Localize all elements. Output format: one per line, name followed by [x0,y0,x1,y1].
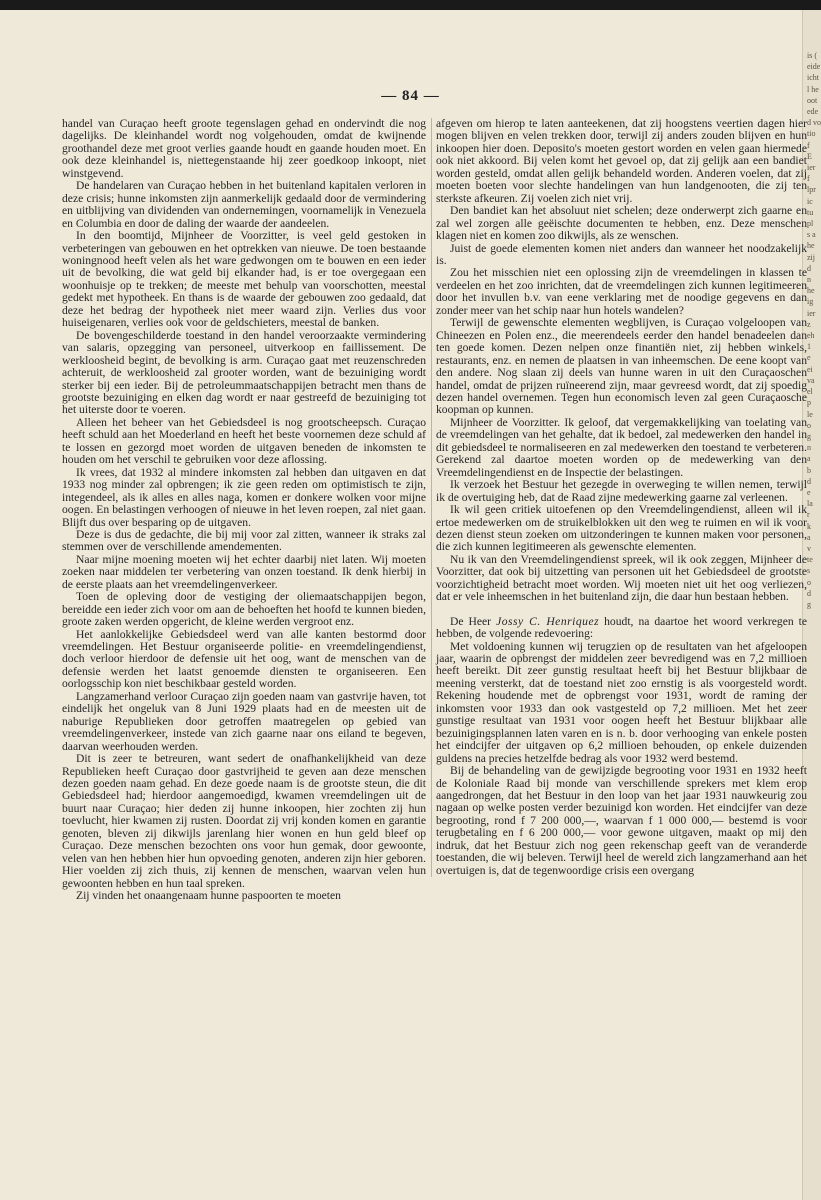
speaker-intro [436,616,807,641]
adjacent-page-fragment: e [807,353,811,363]
adjacent-page-fragment: k [807,521,811,531]
adjacent-page-fragment: p [807,398,811,408]
adjacent-page-fragment: f [807,174,810,184]
adjacent-page-fragment: o [807,577,811,587]
speaker-intro-suffix: houdt, na daartoe het woord verkregen te hebben, de volgende redevoering: [436,614,808,641]
speech-paragraphs [436,641,807,878]
page-number: — 84 — [381,88,440,104]
paragraph: Terwijl de gewenschte elementen wegblijven, is Curaçao volgeloopen van Chineezen en Polen enz., die meerendeels eerder den handel benadeelen dan ten goede komen. Dezen nelpen onze finantiën niet, zij hebben winkels, restaurants, enz. en nemen de plaatsen in van inheemschen. De eene koopt van den andere. Nog slaan zij deels van hunne waren in uit den Curaçaoschen handel, omdat de prijzen ruïneerend zijn, maar gevreesd wordt, dat zij spoedig dezen handel overnemen. Tegen hun economisch leven zal geen Curaçaosche koopman op kunnen. [436,316,807,417]
paragraph: Mijnheer de Voorzitter. Ik geloof, dat vergemakkelijking van toelating van de vreemdelingen van het gehalte, dat ik bedoel, zal medewerken den handel in dit gebiedsdeel te normaliseeren en zal medewerken den toestand te verbeteren. Gerekend zal daartoe moeten worden op de medewerking van den Vreemdelingendienst en de Inspectie der belastingen. [436,415,807,479]
adjacent-page-fragment: ig [807,297,814,307]
speaker-name: Jossy C. Henriquez [496,614,600,628]
adjacent-page-fragment: ier [807,308,816,318]
adjacent-page-fragment: l he [807,84,819,94]
adjacent-page-fragment: ic [807,196,813,206]
adjacent-page-fragment: E [807,151,812,161]
adjacent-page-fragment: is ( [807,51,817,60]
paragraph: Nu ik van den Vreemdelingendienst spreek, wil ik ook zeggen, Mijnheer de Voorzitter, dat ook bij uitzetting van personen uit het Gebiedsdeel de grootste voorzichtigheid betracht moet worden. Wij moeten niet uit het oog verliezen, dat er vele inheemschen in het buitenland zijn, die daar hun bestaan hebben. [436,552,807,604]
adjacent-page-fragment: el [807,387,813,397]
paragraph: Ik verzoek het Bestuur het gezegde in overweging te willen nemen, terwijl ik de overtuiging heb, dat de Raad zijne medewerking gaarne zal verleenen. [436,478,807,504]
paragraph: Toen de opleving door de vestiging der oliemaatschappijen begon, bereidde een ieder zich voor om aan de behoeften het hoofd te kunnen bieden, groote zaken werden opgericht, de kleine werden vergroot enz. [62,590,426,629]
adjacent-page-fragment: a [807,532,811,542]
paragraph: De bovengeschilderde toestand in den handel veroorzaakte vermindering van salaris, opzegging van personeel, uitverkoop en faillissement. De werkloosheid begint, de bevolking is arm. Curaçao gaat met reuzenschreden achteruit, de werkloosheid zal grooter worden, want de bezuiniging wordt sterker bij een ieder. Bij de petroleummaatschappijen betracht men thans de grootste bezuiniging en elken dag wordt er naar gestreefd de bezuiniging tot het uiterste door te voeren. [62,328,426,417]
adjacent-page-fragment: oot [807,95,818,105]
left-column [62,118,426,903]
paragraph: Alleen het beheer van het Gebiedsdeel is nog grootscheepsch. Curaçao heeft schuld aan het Moederland en heeft het beste voornemen deze schuld af te lossen en gezorgd moet worden de uitgaven beneden de inkomsten te houden om het verschil te gebruiken voor deze aflossing. [62,415,426,467]
adjacent-page-fragment: z [807,319,811,329]
adjacent-page-fragment: a [807,454,811,464]
adjacent-page-fragment: he [807,241,815,251]
adjacent-page-fragment: ede [807,107,819,117]
adjacent-page-fragment: eide [807,62,821,72]
adjacent-page-fragment: d [807,476,811,486]
paragraph: Zij vinden het onaangenaam hunne paspoorten te moeten [76,889,341,903]
adjacent-page-fragment: zij [807,252,815,262]
adjacent-page-fragment: d [807,588,811,598]
scanned-page [0,10,821,1200]
paragraph: afgeven om hierop te laten aanteekenen, dat zij hoogstens veertien dagen hier mogen blijven en velen trekken door, terwijl zij anders zouden blijven en hun inkoopen hier doen. Deposito's moeten gestort worden en velen gaan hiermede ook niet akkoord. Bij velen komt het gevoel op, dat zij gelijk aan een bandiet worden gesteld, omdat allen gelijk behandeld worden. Anderen voelen, dat zij moeten boeten voor slechte handelingen van hun landgenooten, die zij ten sterkste afkeuren. Zij voelen zich niet vrij. [436,117,807,205]
paragraph: Den bandiet kan het absoluut niet schelen; deze onderwerpt zich gaarne en zal wel zorgen alle geëischte documenten te hebben, enz. Deze menschen klagen niet en komen zoo dikwijls, als ze wenschen. [436,204,807,243]
adjacent-page-fragment: icht [807,73,819,83]
adjacent-page-fragment: va [807,375,815,385]
paragraph: handel van Curaçao heeft groote tegenslagen gehad en ondervindt die nog dagelijks. De kleinhandel wordt nog volgehouden, omdat de kwijnende groothandel deze met groot verlies gaande houdt en gaande houden moet. En ook deze kleinhandel is, niettegenstaande hij zeer goedkoop inkoopt, niet winstgevend. [62,117,426,180]
paragraph: In den boomtijd, Mijnheer de Voorzitter, is veel geld gestoken in verbeteringen van gebouwen en het optrekken van nieuwe. De toen bestaande woningnood heeft velen als het ware gedwongen om te bouwen en een ieder uit de bevolking, die wat geld bij elkander had, is er toe overgegaan een woonhuisje op te trekken; de meeste met behulp van voorschotten, meestal gedekt met hypotheek. En thans is de waarde der gebouwen zoo gedaald, dat deze het bedrag der hypotheek niet meer waard zijn. Verlies dus voor huiseigenaren, verlies ook voor de geldschieters, meestal de banken. [62,229,426,330]
paragraph: Deze is dus de gedachte, die bij mij voor zal zitten, wanneer ik straks zal stemmen over de verschillende amendementen. [62,527,426,554]
adjacent-page-fragment: d vo [807,118,821,128]
adjacent-page-fragment: lpr [807,185,816,195]
adjacent-page-fragment: pl [807,219,814,229]
paragraph: Ik vrees, dat 1932 al mindere inkomsten zal hebben dan uitgaven en dat 1933 nog minder zal opbrengen; ik zie geen reden om optimistisch te zijn, integendeel, als ik alles en alles naga, komen er donkere wolken voor mijne oogen. En belastingen verhoogen of nieuwe in het leven roepen, zal niet gaan. Blijft dus over besparing op de uitgaven. [62,465,426,529]
paragraph: De handelaren van Curaçao hebben in het buitenland kapitalen verloren in deze crisis; hunne inkomsten zijn aanmerkelijk gedaald door de vermindering en uitblijving van dividenden van ondernemingen, voornamelijk in Venezuela en Columbia en door de daling der waarde der aandeelen. [62,179,426,230]
right-column-paragraphs [436,118,807,604]
adjacent-page-fragment: s [807,566,811,576]
adjacent-page-fragment: f [807,140,810,150]
adjacent-page-fragment: he [807,286,815,296]
right-column [431,118,807,877]
adjacent-page-fragment: tio [807,129,816,139]
speaker-intro-prefix: De Heer [450,614,497,628]
paragraph: Juist de goede elementen komen niet anders dan wanneer het noodzakelijk is. [436,241,807,267]
adjacent-page-fragment: te [807,555,813,565]
speech-paragraph: Met voldoening kunnen wij terugzien op de resultaten van het afgeloopen jaar, waarin de opbrengst der middelen zeer bevredigend was en 7,2 millioen heeft bereikt. Dit zeer gunstig resultaat heeft bij het Bestuur blijkbaar de meening versterkt, dat de toestand niet zoo ernstig is als voorgesteld wordt. Rekening houdende met de opbrengst voor 1931, wordt de raming der inkomsten voor 1933 dan ook vastgesteld op 7,2 millioen. Met het zeer gunstige resultaat van 1931 voor oogen heeft het Bestuur blijkbaar alle bezuinigingsplannen laten varen en is n. b. door verhooging van enkele posten het eindcijfer der uitgaven op 6,2 millioen behouden, op enkele duizenden guldens na precies hetzelfde bedrag als voor 1932 werd bestemd. [436,639,807,765]
adjacent-page-fragment: e [807,487,811,497]
paragraph: Naar mijne moening moeten wij het echter daarbij niet laten. Wij moeten zoeken naar middelen ter verbetering van onzen toestand. Ik denk hierbij in de eerste plaats aan het vreemdelingenverkeer. [62,552,426,591]
adjacent-page-fragment: s a [807,230,816,240]
adjacent-page-fragment: g [807,431,811,441]
adjacent-page-fragment: eh [807,331,815,341]
paragraph: Dit is zeer te betreuren, want sedert de onafhankelijkheid van deze Republieken heeft Curaçao door gastvrijheid te geven aan deze menschen dezen goeden naam gehad. En deze goede naam is de grootste steun, die dit Gebiedsdeel had; hierdoor aangemoedigd, kwamen vreemdelingen uit de buurt naar Curaçao; hier deden zij hunne inkoopen, hier zochten zij hun toevlucht, hier kwamen zij rusten. Doordat zij vrij konden komen en garantie genoten, bleven zij dikwijls jarenlang hier wonen en hun geld bleef op Curaçao. Deze menschen bezochten ons voor hun gemak, door gewoonte, velen van hen hebben hier hun opvoeding genoten, anderen zijn hier geboren. Hier voelden zij zich thuis, zij kennen de menschen, waarvan velen hun gewoonten hebben en hun taal spreken. [62,752,426,890]
paragraph: Langzamerhand verloor Curaçao zijn goeden naam van gastvrije haven, tot eindelijk het ongeluk van 8 Juni 1929 plaats had en de meesten uit de naburige Republieken door getroffen maatregelen op gebied van vreemdelingenverkeer, instede van zich gaarne naar ons eiland te begeven, daarvan weerhouden werden. [62,689,426,753]
adjacent-page-fragment: tu [807,207,814,217]
adjacent-page-fragment: d [807,263,811,273]
adjacent-page-fragment: n [807,443,811,453]
adjacent-page-edge [807,50,821,1110]
adjacent-page-fragment: n [807,275,811,285]
paragraph: Ik wil geen critiek uitoefenen op den Vreemdelingendienst, alleen wil ik ertoe medewerken om de struikelblokken uit den weg te ruimen en wil ik voor dezen dienst steun zoeken om uitzonderingen te kunnen maken voor personen, die zich kunnen legitimeeren als gewenschte elementen. [436,503,807,554]
adjacent-page-fragment: g [807,599,811,609]
adjacent-page-fragment: ei [807,364,813,374]
adjacent-page-fragment: b [807,465,811,475]
speech-paragraph: Bij de behandeling van de gewijzigde begrooting voor 1931 en 1932 heeft de Koloniale Raad bij monde van verschillende sprekers met klem erop aangedrongen, dat het Bestuur in den loop van het jaar 1931 nauwkeurig zou nagaan op welke posten verder bezuinigd kon worden. Het eindcijfer van deze begrooting, rond f 7 200 000,—, waarvan f 1 000 000,— bestemd is voor terugbetaling en f 6 200 000,— voor gewone uitgaven, maakt op mij den indruk, dat het Bestuur zich nog geen rekenschap geeft van de veranderde toestanden, die wij beleven. Terwijl heel de wereld zich langzamerhand aan het overtuigen is, dat de tegenwoordige crisis een overgang [436,764,807,877]
adjacent-page-fragment: ier [807,163,816,173]
adjacent-page-fragment: v [807,543,811,553]
adjacent-page-fragment: la [807,499,813,509]
adjacent-page-fragment: le [807,409,813,419]
adjacent-page-fragment: 1 [807,342,811,352]
paragraph: Het aanlokkelijke Gebiedsdeel werd van alle kanten bestormd door vreemdelingen. Het Bestuur organiseerde politie- en vreemdelingendienst, doch verloor hierdoor de defensie uit het oog, want de menschen van de defensie werden het laatst genoemde diensten te organiseeren. Een oorlogsschip kon niet beschikbaar gesteld worden. [62,627,426,691]
adjacent-page-fragment: r [807,510,810,520]
adjacent-page-fragment: o [807,420,811,430]
paragraph: Zou het misschien niet een oplossing zijn de vreemdelingen in klassen te verdeelen en het zoo inrichten, dat de vreemdelingen zich kunnen legitimeeren door het invullen b.v. van eene verklaring met de noodige gegevens en dan zonder meer van het schip naar hun hotels wandelen? [436,266,807,317]
